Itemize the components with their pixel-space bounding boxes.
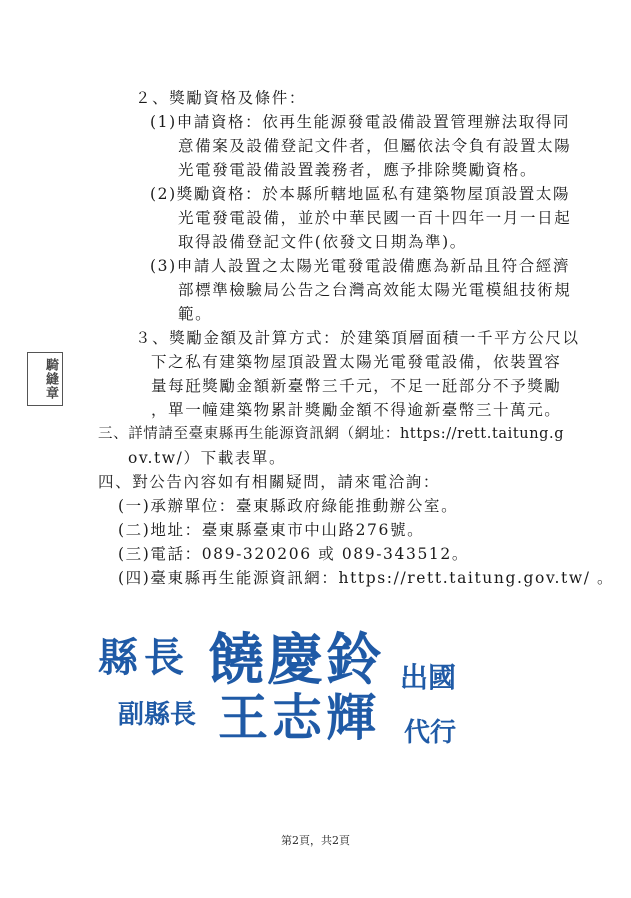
body-line: ov.tw/）下載表單。 <box>128 449 287 467</box>
body-line: (一)承辦單位：臺東縣政府綠能推動辦公室。 <box>118 497 459 515</box>
body-line: 光電發電設備設置義務者，應予排除獎勵資格。 <box>178 161 538 179</box>
abroad-note: 出國 <box>400 661 457 694</box>
body-line: 四、對公告內容如有相關疑問，請來電洽詢： <box>98 473 441 491</box>
body-line: 範。 <box>178 305 213 323</box>
body-line: 意備案及設備登記文件者，但屬依法令負有設置太陽 <box>178 137 572 155</box>
deputy-title: 副縣長 <box>118 700 197 730</box>
deputy-name: 王志輝 <box>218 688 380 747</box>
body-line: (2)獎勵資格：於本縣所轄地區私有建築物屋頂設置太陽 <box>150 185 571 203</box>
magistrate-name: 饒慶鈴 <box>208 627 385 693</box>
body-line: ３、獎勵金額及計算方式：於建築頂層面積一千平方公尺以 <box>135 329 580 347</box>
seam-seal: 騎縫章 <box>27 352 63 406</box>
magistrate-title: 縣長 <box>98 634 190 681</box>
body-line: ，單一幢建築物累計獎勵金額不得逾新臺幣三十萬元。 <box>151 401 562 419</box>
body-line: (1)申請資格：依再生能源發電設備設置管理辦法取得同 <box>150 113 571 131</box>
body-line: 部標準檢驗局公告之台灣高效能太陽光電模組技術規 <box>178 281 572 299</box>
body-line: 下之私有建築物屋頂設置太陽光電發電設備，依裝置容 <box>151 353 562 371</box>
body-line: 光電發電設備，並於中華民國一百十四年一月一日起 <box>178 209 572 227</box>
body-line: (三)電話：089-320206 或 089-343512。 <box>118 545 469 563</box>
body-line: 三、詳情請至臺東縣再生能源資訊網（網址：https://rett.taitung.g <box>98 426 565 442</box>
acting-note: 代行 <box>404 718 457 748</box>
body-line: ２、獎勵資格及條件： <box>135 89 307 107</box>
body-line: 取得設備登記文件(依發文日期為準)。 <box>178 233 467 251</box>
page-footer: 第2頁，共2頁 <box>281 834 350 847</box>
body-line: 量每瓩獎勵金額新臺幣三千元，不足一瓩部分不予獎勵 <box>151 377 562 395</box>
body-line: (四)臺東縣再生能源資訊網：https://rett.taitung.gov.tw/ 。 <box>118 569 615 587</box>
body-line: (3)申請人設置之太陽光電發電設備應為新品且符合經濟 <box>150 257 571 275</box>
body-line: (二)地址：臺東縣臺東市中山路276號。 <box>118 521 425 539</box>
